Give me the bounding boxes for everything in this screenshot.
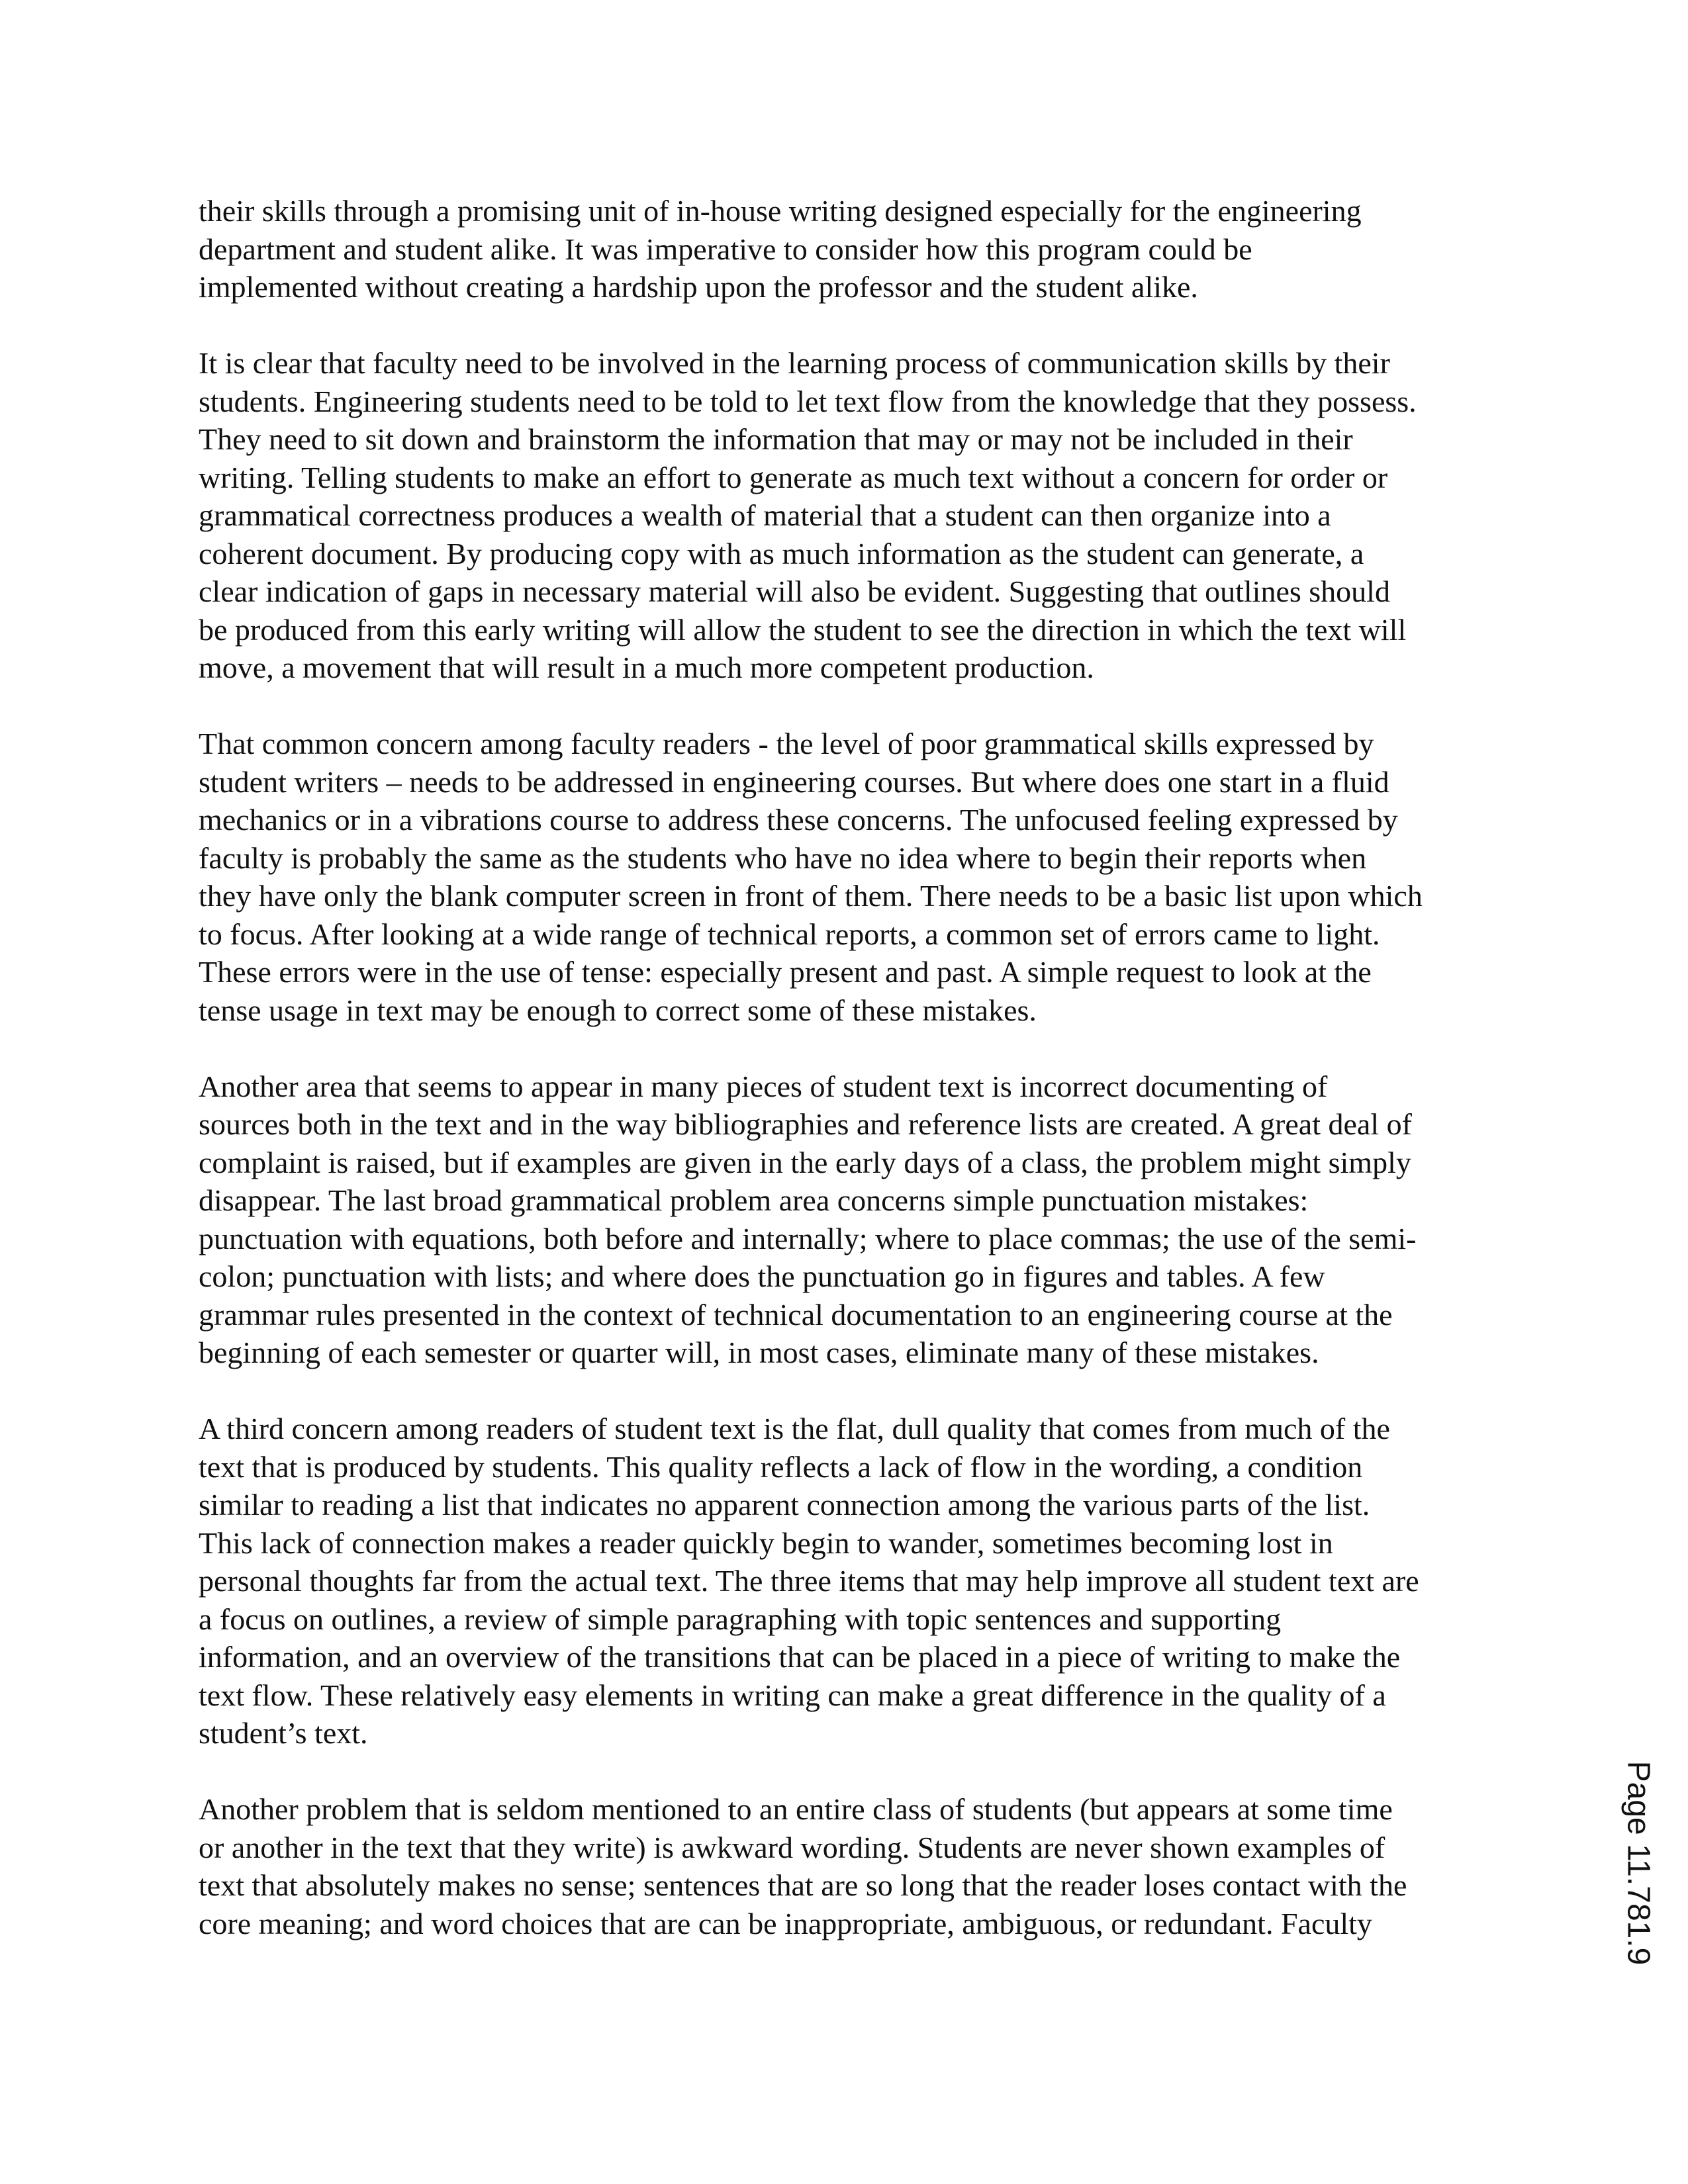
text-line: grammatical correctness produces a wealth of material that a student can then organize into a — [199, 498, 1331, 532]
text-line: beginning of each semester or quarter will, in most cases, eliminate many of these mistakes. — [199, 1336, 1319, 1369]
text-line: text that is produced by students. This quality reflects a lack of flow in the wording, a condition — [199, 1449, 1363, 1484]
text-line: coherent document. By producing copy with as much information as the student can generate, a — [199, 536, 1364, 570]
text-line: complaint is raised, but if examples are given in the early days of a class, the problem might simply — [199, 1145, 1411, 1179]
text-line: move, a movement that will result in a much more competent production. — [199, 651, 1094, 684]
text-line: sources both in the text and in the way bibliographies and reference lists are created. A great deal of — [199, 1107, 1412, 1141]
text-line: It is clear that faculty need to be involved in the learning process of communication skills by their — [199, 346, 1390, 380]
text-line: personal thoughts far from the actual text. The three items that may help improve all student text are — [199, 1564, 1419, 1598]
text-line: information, and an overview of the transitions that can be placed in a piece of writing to make the — [199, 1640, 1401, 1674]
text-line: faculty is probably the same as the students who have no idea where to begin their reports when — [199, 841, 1367, 875]
paragraph-2 — [199, 344, 1496, 687]
text-line: student writers – needs to be addressed in engineering courses. But where does one start in a fluid — [199, 764, 1389, 799]
paragraph-5 — [199, 1410, 1496, 1752]
text-line: Another area that seems to appear in many pieces of student text is incorrect documenting of — [199, 1069, 1328, 1103]
text-line: colon; punctuation with lists; and where does the punctuation go in figures and tables. A few — [199, 1259, 1325, 1293]
text-line: implemented without creating a hardship upon the professor and the student alike. — [199, 270, 1198, 304]
text-line: They need to sit down and brainstorm the information that may or may not be included in their — [199, 422, 1353, 456]
text-line: core meaning; and word choices that are can be inappropriate, ambiguous, or redundant. Faculty — [199, 1906, 1372, 1940]
text-line: disappear. The last broad grammatical problem area concerns simple punctuation mistakes: — [199, 1183, 1309, 1217]
text-line: clear indication of gaps in necessary material will also be evident. Suggesting that outlines should — [199, 574, 1390, 608]
text-line: mechanics or in a vibrations course to address these concerns. The unfocused feeling expressed by — [199, 803, 1398, 837]
text-line: grammar rules presented in the context of technical documentation to an engineering course at the — [199, 1297, 1393, 1332]
text-line: That common concern among faculty readers - the level of poor grammatical skills expressed by — [199, 727, 1374, 760]
text-line: or another in the text that they write) is awkward wording. Students are never shown examples of — [199, 1830, 1385, 1864]
paragraph-4 — [199, 1068, 1496, 1372]
text-line: writing. Telling students to make an effort to generate as much text without a concern for order or — [199, 460, 1388, 494]
paragraph-6 — [199, 1790, 1496, 1942]
body-text — [199, 192, 1496, 1981]
text-line: These errors were in the use of tense: especially present and past. A simple request to look at the — [199, 955, 1372, 989]
text-line: they have only the blank computer screen in front of them. There needs to be a basic list upon which — [199, 879, 1423, 913]
text-line: punctuation with equations, both before and internally; where to place commas; the use of the semi- — [199, 1221, 1417, 1255]
text-line: a focus on outlines, a review of simple paragraphing with topic sentences and supporting — [199, 1602, 1282, 1636]
paragraph-3 — [199, 725, 1496, 1029]
paragraph-1 — [199, 192, 1496, 306]
text-line: department and student alike. It was imperative to consider how this program could be — [199, 232, 1252, 266]
text-line: students. Engineering students need to be told to let text flow from the knowledge that they possess. — [199, 384, 1417, 418]
text-line: be produced from this early writing will allow the student to see the direction in which the text will — [199, 612, 1407, 647]
text-line: A third concern among readers of student text is the flat, dull quality that comes from much of the — [199, 1412, 1390, 1445]
text-line: Another problem that is seldom mentioned to an entire class of students (but appears at some time — [199, 1792, 1393, 1826]
text-line: text flow. These relatively easy elements in writing can make a great difference in the quality of a — [199, 1678, 1386, 1712]
text-line: similar to reading a list that indicates no apparent connection among the various parts of the list. — [199, 1488, 1370, 1522]
text-line: to focus. After looking at a wide range of technical reports, a common set of errors came to light. — [199, 917, 1380, 951]
text-line: text that absolutely makes no sense; sentences that are so long that the reader loses contact with the — [199, 1868, 1407, 1902]
text-line: their skills through a promising unit of in-house writing designed especially for the engineering — [199, 194, 1362, 228]
text-line: student’s text. — [199, 1716, 368, 1750]
page-number: Page 11.781.9 — [1620, 1760, 1656, 1966]
text-line: tense usage in text may be enough to correct some of these mistakes. — [199, 993, 1037, 1027]
text-line: This lack of connection makes a reader quickly begin to wander, sometimes becoming lost in — [199, 1525, 1333, 1560]
